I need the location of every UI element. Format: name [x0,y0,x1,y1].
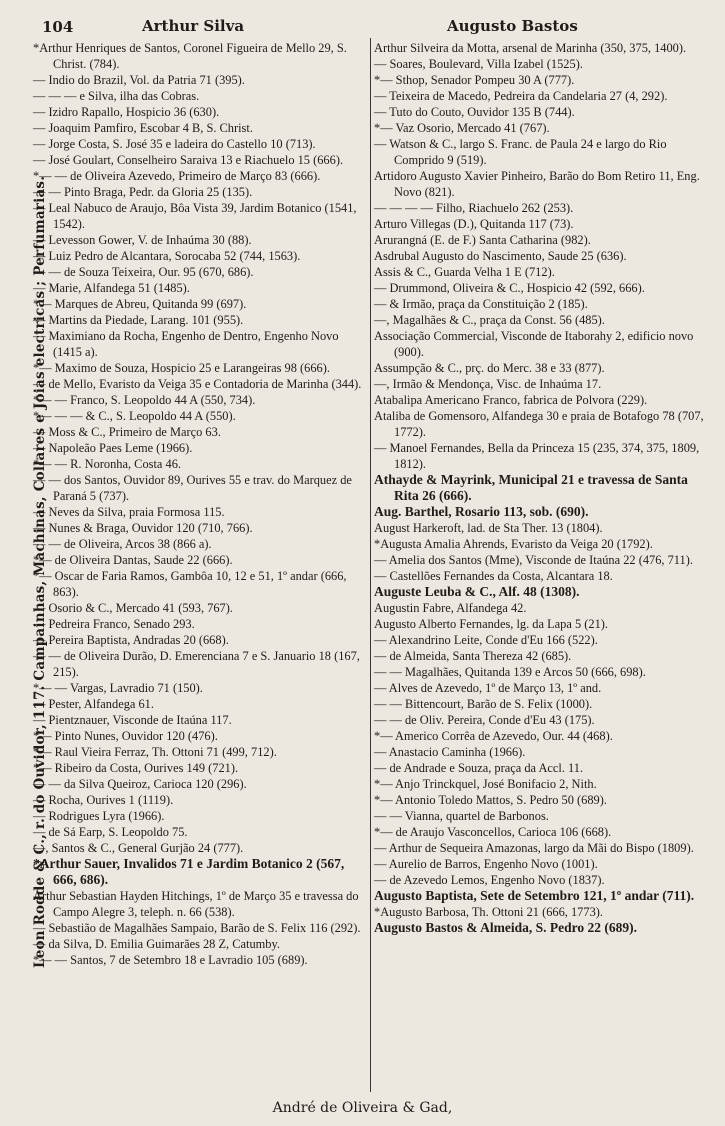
directory-entry: —, Magalhães & C., praça da Const. 56 (485). [374,313,605,327]
directory-entry: — Neves da Silva, praia Formosa 115. [33,505,225,519]
directory-entry: *— Marques de Abreu, Quitanda 99 (697). [33,297,247,311]
directory-entry: Arturo Villegas (D.), Quitanda 117 (73). [374,217,574,231]
directory-entry: *— de Oliveira Dantas, Saude 22 (666). [33,553,233,567]
directory-entry: — da Silva, D. Emilia Guimarães 28 Z, Catumby. [33,937,280,951]
directory-entry: Augusto Bastos & Almeida, S. Pedro 22 (689). [374,920,638,935]
directory-entry: — Pientznauer, Visconde de Itaúna 117. [33,713,232,727]
directory-entry: — — de Oliv. Pereira, Conde d'Eu 43 (175). [374,713,595,727]
directory-entry: — Manoel Fernandes, Bella da Princeza 15 (235, 374, 375, 1809, 1812). [374,441,700,471]
directory-entry: *— — R. Noronha, Costa 46. [33,457,181,471]
directory-entry: — Alexandrino Leite, Conde d'Eu 166 (522). [374,633,598,647]
directory-entry: *— Oscar de Faria Ramos, Gambôa 10, 12 e 51, 1º andar (666, 863). [33,569,347,599]
directory-entry: — Leal Nabuco de Araujo, Bôa Vista 39, Jardim Botanico (1541, 1542). [33,201,357,231]
directory-entry: — — de Oliveira, Arcos 38 (866 a). [33,537,212,551]
directory-entry: — — Pinto Braga, Pedr. da Gloria 25 (135). [33,185,253,199]
directory-entry: — Watson & C., largo S. Franc. de Paula 24 e largo do Rio Comprido 9 (519). [374,137,667,167]
left-column [33,40,365,968]
directory-entry: — Anastacio Caminha (1966). [374,745,526,759]
directory-entry: *— Raul Vieira Ferraz, Th. Ottoni 71 (499, 712). [33,745,277,759]
directory-entry: Arthur Silveira da Motta, arsenal de Marinha (350, 375, 1400). [374,41,687,55]
directory-entry: — Izidro Rapallo, Hospicio 36 (630). [33,105,220,119]
right-column [374,40,714,936]
directory-entry: Arurangná (E. de F.) Santa Catharina (982). [374,233,591,247]
directory-entry: — — da Silva Queiroz, Carioca 120 (296). [33,777,247,791]
directory-entry: — Nunes & Braga, Ouvidor 120 (710, 766). [33,521,253,535]
directory-entry: *— Maximo de Souza, Hospicio 25 e Larangeiras 98 (666). [33,361,330,375]
directory-entry: Assis & C., Guarda Velha 1 E (712). [374,265,555,279]
directory-entry: — — de Oliveira Durão, D. Emerenciana 7 e S. Januario 18 (167, 215). [33,649,360,679]
directory-entry: *— — Franco, S. Leopoldo 44 A (550, 734). [33,393,256,407]
directory-entry: — — Magalhães, Quitanda 139 e Arcos 50 (666, 698). [374,665,646,679]
directory-entry: *— Antonio Toledo Mattos, S. Pedro 50 (689). [374,793,607,807]
directory-entry: — — — — Filho, Riachuelo 262 (253). [374,201,574,215]
directory-entry: — — Bittencourt, Barão de S. Felix (1000). [374,697,593,711]
directory-entry: — de Mello, Evaristo da Veiga 35 e Contadoria de Marinha (344). [33,377,362,391]
directory-entry: Artidoro Augusto Xavier Pinheiro, Barão do Bom Retiro 11, Eng. Novo (821). [374,169,700,199]
directory-entry: — Levesson Gower, V. de Inhaúma 30 (88). [33,233,252,247]
directory-entry: *— — Vargas, Lavradio 71 (150). [33,681,203,695]
side-advertisement: Leon Rodde & C., r. do Ouvidor, 117. Campainhas, Machinas, Collares e Joias electricas ; Perfumarias. [32,175,48,968]
directory-entry: — Osorio & C., Mercado 41 (593, 767). [33,601,233,615]
header-right-title: Augusto Bastos [447,17,578,35]
directory-entry: *Augusta Amalia Ahrends, Evaristo da Veiga 20 (1792). [374,537,653,551]
directory-entry: —, Irmão & Mendonça, Visc. de Inhaúma 17. [374,377,602,391]
directory-entry: *— — de Oliveira Azevedo, Primeiro de Março 83 (666). [33,169,321,183]
directory-entry: — & Irmão, praça da Constituição 2 (185). [374,297,588,311]
directory-entry: — Castellões Fernandes da Costa, Alcantara 18. [374,569,613,583]
directory-entry: Atabalipa Americano Franco, fabrica de Polvora (229). [374,393,648,407]
directory-entry: — — de Souza Teixeira, Our. 95 (670, 686). [33,265,254,279]
directory-entry: *Augusto Barbosa, Th. Ottoni 21 (666, 1773). [374,905,603,919]
directory-entry: Associação Commercial, Visconde de Itaborahy 2, edificio novo (900). [374,329,694,359]
directory-entry: — Rocha, Ourives 1 (1119). [33,793,174,807]
directory-entry: — José Goulart, Conselheiro Saraiva 13 e Riachuelo 15 (666). [33,153,344,167]
directory-entry: *— Anjo Trinckquel, José Bonifacio 2, Nith. [374,777,597,791]
page-number: 104 [42,18,74,36]
directory-entry: — de Almeida, Santa Thereza 42 (685). [374,649,572,663]
directory-entry: — — Vianna, quartel de Barbonos. [374,809,549,823]
footer-text: André de Oliveira & Gad, [272,1100,453,1116]
directory-entry: — Joaquim Pamfiro, Escobar 4 B, S. Christ. [33,121,253,135]
directory-entry: — Aurelio de Barros, Engenho Novo (1001). [374,857,598,871]
directory-entry: — Soares, Boulevard, Villa Izabel (1525). [374,57,583,71]
directory-entry: — Arthur de Sequeira Amazonas, largo da Mãi do Bispo (1809). [374,841,694,855]
directory-entry: —, Santos & C., General Gurjão 24 (777). [33,841,244,855]
directory-entry: *Arthur Sauer, Invalidos 71 e Jardim Botanico 2 (567, 666, 686). [33,856,345,887]
column-divider [370,38,371,1092]
directory-entry: — de Sá Earp, S. Leopoldo 75. [33,825,188,839]
directory-entry: — Jorge Costa, S. José 35 e ladeira do Castello 10 (713). [33,137,316,151]
directory-entry: — Luiz Pedro de Alcantara, Sorocaba 52 (744, 1563). [33,249,301,263]
directory-entry: — Pester, Alfandega 61. [33,697,154,711]
directory-entry: *— Pinto Nunes, Ouvidor 120 (476). [33,729,218,743]
directory-entry: *— Americo Corrêa de Azevedo, Our. 44 (468). [374,729,613,743]
directory-entry: — Martins da Piedade, Larang. 101 (955). [33,313,244,327]
directory-entry: — Napoleão Paes Leme (1966). [33,441,193,455]
directory-entry: — Moss & C., Primeiro de Março 63. [33,425,221,439]
directory-entry: — Pedreira Franco, Senado 293. [33,617,195,631]
directory-entry: — Marie, Alfandega 51 (1485). [33,281,190,295]
directory-entry: *— Vaz Osorio, Mercado 41 (767). [374,121,550,135]
directory-entry: — Teixeira de Macedo, Pedreira da Candelaria 27 (4, 292). [374,89,668,103]
directory-entry: August Harkeroft, lad. de Sta Ther. 13 (1804). [374,521,603,535]
directory-entry: — Indio do Brazil, Vol. da Patria 71 (395). [33,73,245,87]
directory-entry: — Pereira Baptista, Andradas 20 (668). [33,633,229,647]
directory-entry: *— Ribeiro da Costa, Ourives 149 (721). [33,761,239,775]
directory-entry: *— de Araujo Vasconcellos, Carioca 106 (668). [374,825,612,839]
directory-entry: Augustin Fabre, Alfandega 42. [374,601,527,615]
directory-entry: — de Azevedo Lemos, Engenho Novo (1837). [374,873,605,887]
directory-entry: — Amelia dos Santos (Mme), Visconde de Itaúna 22 (476, 711). [374,553,693,567]
directory-entry: — Maximiano da Rocha, Engenho de Dentro, Engenho Novo (1415 a). [33,329,339,359]
directory-entry: Athayde & Mayrink, Municipal 21 e travessa de Santa Rita 26 (666). [374,472,688,503]
directory-entry: — Drummond, Oliveira & C., Hospicio 42 (592, 666). [374,281,645,295]
directory-entry: Ataliba de Gomensoro, Alfandega 30 e praia de Botafogo 78 (707, 1772). [374,409,704,439]
directory-entry: Auguste Leuba & C., Alf. 48 (1308). [374,584,580,599]
directory-entry: — Alves de Azevedo, 1º de Março 13, 1º and. [374,681,602,695]
directory-entry: — — dos Santos, Ouvidor 89, Ourives 55 e trav. do Marquez de Paraná 5 (737). [33,473,352,503]
directory-entry: *Arthur Henriques de Santos, Coronel Figueira de Mello 29, S. Christ. (784). [33,41,347,71]
directory-entry: Augusto Alberto Fernandes, lg. da Lapa 5 (21). [374,617,608,631]
directory-entry: Assumpção & C., prç. do Merc. 38 e 33 (877). [374,361,605,375]
directory-entry: Arthur Sebastian Hayden Hitchings, 1º de Março 35 e travessa do Campo Alegre 3, teleph. n. 66 (538). [33,889,359,919]
directory-entry: — Tuto do Couto, Ouvidor 135 B (744). [374,105,575,119]
directory-entry: — de Andrade e Souza, praça da Accl. 11. [374,761,584,775]
directory-entry: Asdrubal Augusto do Nascimento, Saude 25 (636). [374,249,627,263]
directory-entry: Augusto Baptista, Sete de Setembro 121, 1º andar (711). [374,888,695,903]
directory-entry: — Sebastião de Magalhães Sampaio, Barão de S. Felix 116 (292). [33,921,361,935]
directory-entry: *— — Santos, 7 de Setembro 18 e Lavradio 105 (689). [33,953,308,967]
header-left-title: Arthur Silva [142,17,245,35]
directory-entry: *— — — & C., S. Leopoldo 44 A (550). [33,409,236,423]
directory-entry: *— Sthop, Senador Pompeu 30 A (777). [374,73,575,87]
directory-entry: — Rodrigues Lyra (1966). [33,809,165,823]
directory-entry: — — — e Silva, ilha das Cobras. [33,89,200,103]
directory-entry: Aug. Barthel, Rosario 113, sob. (690). [374,504,589,519]
